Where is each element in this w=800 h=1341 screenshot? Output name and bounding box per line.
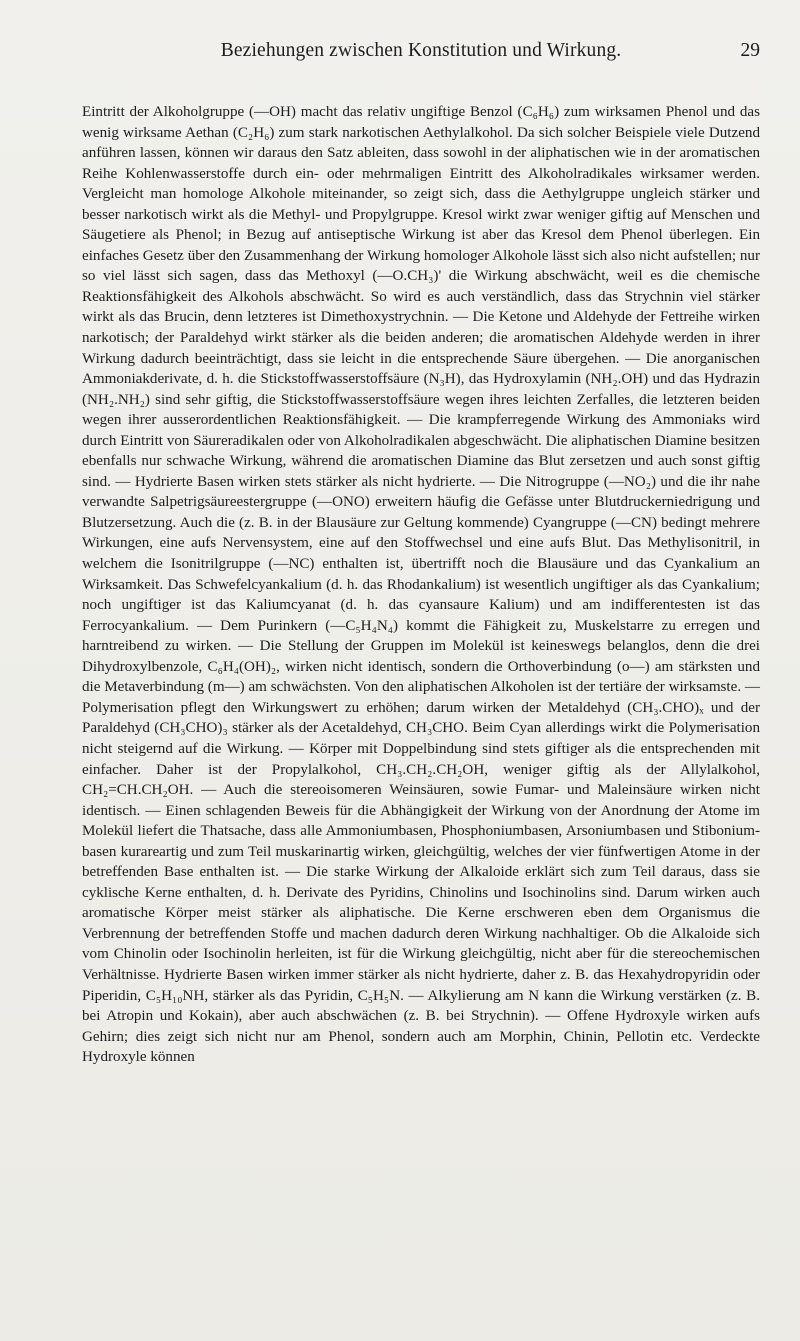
body-paragraph: Eintritt der Alkoholgruppe (—OH) macht das relativ ungiftige Benzol (C₆H₆) zum wirksamen Phenol und das wenig wirksame Aethan (C₂H₆) zum stark narkotischen Aethylalkohol. Da sich solcher Beispiele viele Dutzend anführen lassen, können wir daraus den Satz ableiten, dass sowohl in der aliphatischen wie in der aromatischen Reihe Kohlenwasserstoffe durch ein- oder mehrmaligen Eintritt des Alkoholradikales wirksamer werden. Vergleicht man homologe Alkohole miteinander, so zeigt sich, dass die Aethylgruppe ungleich stärker und besser narkotisch wirkt als die Methyl- und Propylgruppe. Kresol wirkt zwar weniger giftig auf Menschen und Säugetiere als Phenol; in Bezug auf antiseptische Wirkung ist aber das Kresol dem Phenol überlegen. Ein einfaches Gesetz über den Zusammenhang der Wirkung homologer Alkohole lässt sich also nicht aufstellen; nur so viel lässt sich sagen, dass das Methoxyl (—O.CH₃)' die Wirkung abschwächt, weil es die chemische Reaktionsfähigkeit des Alkohols abschwächt. So wird es auch verständlich, dass das Strychnin viel stärker wirkt als das Brucin, denn letzteres ist Dimethoxystrychnin. — Die Ketone und Aldehyde der Fettreihe wirken narkotisch; der Paraldehyd wirkt stärker als die beiden anderen; die aromatischen Aldehyde werden in ihrer Wirkung dadurch beeinträchtigt, dass sie leicht in die entsprechende Säure übergehen. — Die anorganischen Ammoniakderivate, d. h. die Stickstoffwasserstoffsäure (N₃H), das Hydroxylamin (NH₂.OH) und das Hydrazin (NH₂.NH₂) sind sehr giftig, die Stickstoffwasserstoffsäure wegen ihres leichten Zerfalles, die letzteren beiden wegen ihrer ausserordentlichen Reaktionsfähigkeit. — Die krampferregende Wirkung des Ammoniaks wird durch Eintritt von Säureradikalen oder von Alkoholradikalen abgeschwächt. Die aliphatischen Diamine besitzen ebenfalls nur schwache Wirkung, während die aromatischen Diamine das Blut zersetzen und auch sonst giftig sind. — Hydrierte Basen wirken stets stärker als nicht hydrierte. — Die Nitrogruppe (—NO₂) und die ihr nahe verwandte Salpetrigsäureestergruppe (—ONO) erweitern häufig die Gefässe unter Blutdruckerniedrigung und Blutzersetzung. Auch die (z. B. in der Blausäure zur Geltung kommende) Cyangruppe (—CN) bedingt mehrere Wirkungen, eine aufs Nervensystem, eine auf den Stoffwechsel und eine aufs Blut. Das Methylisonitril, in welchem die Isonitrilgruppe (—NC) enthalten ist, übertrifft noch die Blausäure und das Cyankalium an Wirksamkeit. Das Schwefelcyankalium (d. h. das Rhodankalium) ist wesentlich ungiftiger als das Cyankalium; noch ungiftiger ist das Kaliumcyanat (d. h. das cyansaure Kalium) und am indifferentesten ist das Ferrocyankalium. — Dem Purinkern (—C₅H₄N₄) kommt die Fähigkeit zu, Muskelstarre zu erregen und harntreibend zu wirken. — Die Stellung der Gruppen im Molekül ist keineswegs belanglos, denn die drei Dihydroxylbenzole, C₆H₄(OH)₂, wirken nicht identisch, sondern die Orthoverbindung (o—) am stärksten und die Metaverbindung (m—) am schwächsten. Von den aliphatischen Alkoholen ist der tertiäre der wirksamste. — Polymerisation pflegt den Wirkungswert zu erhöhen; darum wirken der Metaldehyd (CH₃.CHO)ₓ und der Paraldehyd (CH₃CHO)₃ stärker als der Acetaldehyd, CH₃CHO. Beim Cyan allerdings wirkt die Polymerisation nicht steigernd auf die Wirkung. — Körper mit Doppelbindung sind stets giftiger als die entsprechenden mit einfacher. Daher ist der Propylalkohol, CH₃.CH₂.CH₂OH, weniger giftig als der Allylalkohol, CH₂=CH.CH₂OH. — Auch die stereoisomeren Weinsäuren, sowie Fumar- und Maleinsäure wirken nicht identisch. — Einen schlagenden Beweis für die Abhängigkeit der Wirkung von der Anordnung der Atome im Molekül liefert die Thatsache, dass alle Ammoniumbasen, Phosphoniumbasen, Arsoniumbasen und Stiboniumbasen kurareartig und zum Teil muskarinartig wirken, gleichgültig, welches der vier fünfwertigen Atome in der betreffenden Base enthalten ist. — Die starke Wirkung der Alkaloide erklärt sich zum Teil daraus, dass sie cyklische Kerne enthalten, d. h. Derivate des Pyridins, Chinolins und Isochinolins sind. Darum wirken auch aromatische Körper meist stärker als aliphatische. Die Kerne erschweren eben dem Organismus die Verbrennung der betreffenden Stoffe und machen dadurch deren Wirkung nachhaltiger. Ob die Alkaloide sich vom Chinolin oder Isochinolin herleiten, ist für die Wirkung gleichgültig, nicht aber für die stereochemischen Verhältnisse. Hydrierte Basen wirken immer stärker als nicht hydrierte, daher z. B. das Hexahydropyridin oder Piperidin, C₅H₁₀NH, stärker als das Pyridin, C₅H₅N. — Alkylierung am N kann die Wirkung verstärken (z. B. bei Atropin und Kokain), aber auch abschwächen (z. B. bei Strychnin). — Offene Hydroxyle wirken aufs Gehirn; dies zeigt sich nicht nur am Phenol, sondern auch am Morphin, Chinin, Pellotin etc. Verdeckte Hydroxyle können xyxy=(82,104,760,1066)
running-title: Beziehungen zwischen Konstitution und Wirkung. xyxy=(220,40,622,61)
page-number: 29 xyxy=(740,40,760,61)
running-header xyxy=(82,40,760,70)
